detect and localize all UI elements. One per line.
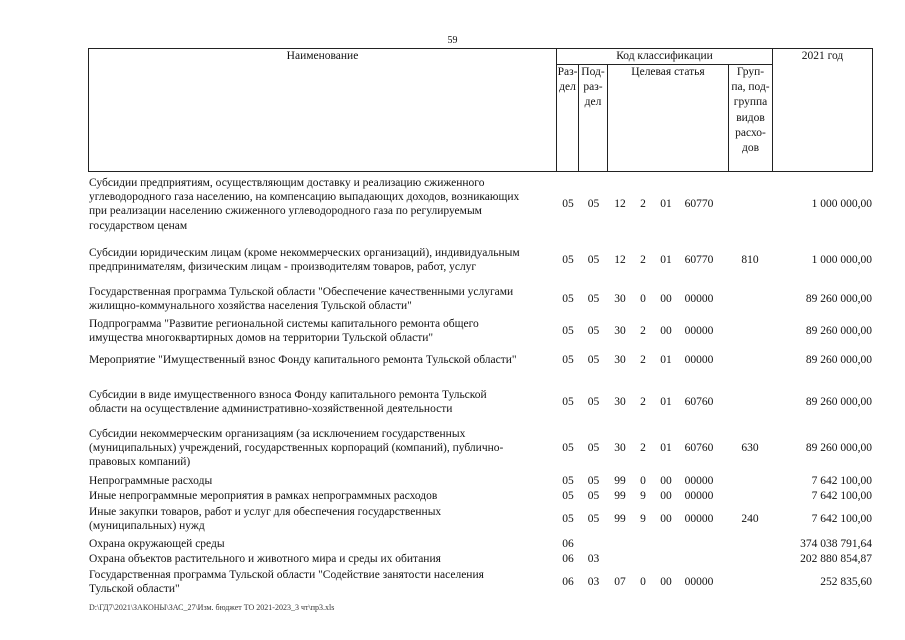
table-row xyxy=(0,246,905,274)
code-razdel: 05 xyxy=(562,475,574,487)
row-name-line: (муниципальных) нужд xyxy=(89,520,205,533)
code-razdel: 05 xyxy=(562,354,574,366)
row-name-line: Государственная программа Тульской области "Обеспечение качественными услугами xyxy=(89,286,514,298)
row-name-line: Непрограммные расходы xyxy=(89,475,213,487)
code-target-direction: 00000 xyxy=(684,490,714,502)
code-target-program: 12 xyxy=(614,198,626,210)
row-amount: 7 642 100,00 xyxy=(811,490,872,502)
code-podrazdel: 05 xyxy=(587,396,600,408)
code-target-subprogram: 0 xyxy=(640,475,646,487)
code-target-subprogram: 2 xyxy=(640,396,646,408)
code-podrazdel: 05 xyxy=(587,254,600,266)
header-name: Наименование xyxy=(286,50,359,62)
code-target-subprogram: 9 xyxy=(640,490,646,502)
row-name-line: Иные непрограммные мероприятия в рамках непрограммных расходов xyxy=(89,490,438,502)
row-amount: 89 260 000,00 xyxy=(805,325,872,337)
row-name xyxy=(89,388,559,416)
row-name xyxy=(89,474,559,488)
table-row xyxy=(0,353,905,367)
code-razdel: 05 xyxy=(562,396,574,408)
code-podrazdel: 05 xyxy=(587,442,600,454)
code-razdel: 05 xyxy=(562,513,574,525)
code-target-subprogram: 0 xyxy=(640,576,646,588)
table-row xyxy=(0,568,905,596)
code-target-event: 01 xyxy=(660,442,672,454)
row-name xyxy=(89,568,559,596)
row-name-line: правовых компаний) xyxy=(89,456,191,469)
row-amount: 1 000 000,00 xyxy=(811,254,872,266)
row-name-line: углеводородного газа населению, на компенсацию выпадающих доходов, возникающих xyxy=(89,191,520,204)
code-target-event: 01 xyxy=(660,354,672,366)
code-target-event: 00 xyxy=(660,475,672,487)
code-target-direction: 00000 xyxy=(684,354,714,366)
code-expense-type: 810 xyxy=(741,254,759,266)
row-name-line: Тульской области" xyxy=(89,583,180,596)
code-razdel: 05 xyxy=(562,198,574,210)
file-path-footer: D:\ГД7\2021\ЗАКОНЫ\ЗАС_27\Изм. бюджет ТО 2021-2023_3 чт\пр3.xls xyxy=(89,603,335,612)
row-name xyxy=(89,552,559,566)
code-podrazdel: 05 xyxy=(587,513,600,525)
code-target-program: 99 xyxy=(614,513,626,525)
code-target-program: 99 xyxy=(614,490,626,502)
code-podrazdel: 03 xyxy=(587,576,600,588)
code-target-event: 00 xyxy=(660,325,672,337)
row-name-line: Субсидии предприятиям, осуществляющим доставку и реализацию сжиженного xyxy=(89,177,485,189)
table-row xyxy=(0,176,905,232)
code-target-subprogram: 2 xyxy=(640,442,646,454)
code-target-direction: 00000 xyxy=(684,325,714,337)
code-target-event: 00 xyxy=(660,513,672,525)
code-target-subprogram: 2 xyxy=(640,254,646,266)
table-row xyxy=(0,505,905,533)
page-number: 59 xyxy=(447,35,458,46)
row-amount: 89 260 000,00 xyxy=(805,396,872,408)
row-name-line: Мероприятие "Имущественный взнос Фонду капитального ремонта Тульской области" xyxy=(89,354,517,366)
row-name-line: при реализации населению сжиженного углеводородного газа по регулируемым xyxy=(89,205,482,218)
table-row xyxy=(0,427,905,469)
row-amount: 252 835,60 xyxy=(820,576,872,588)
code-target-subprogram: 2 xyxy=(640,354,646,366)
row-amount: 89 260 000,00 xyxy=(805,442,872,454)
code-razdel: 06 xyxy=(562,553,574,565)
code-target-program: 30 xyxy=(614,325,626,337)
row-name-line: Подпрограмма "Развитие региональной системы капитального ремонта общего xyxy=(89,318,479,330)
code-target-program: 30 xyxy=(614,293,626,305)
code-target-event: 01 xyxy=(660,198,672,210)
header-group: Груп- па, под- группа видов расхо- дов xyxy=(731,66,770,155)
row-amount: 202 880 854,87 xyxy=(800,553,872,565)
code-target-subprogram: 9 xyxy=(640,513,646,525)
code-razdel: 06 xyxy=(562,576,574,588)
code-target-program: 99 xyxy=(614,475,626,487)
row-name-line: имущества многоквартирных домов на территории Тульской области" xyxy=(89,332,434,345)
code-target-event: 00 xyxy=(660,490,672,502)
code-target-direction: 60760 xyxy=(684,442,714,454)
table-row xyxy=(0,537,905,551)
code-target-subprogram: 0 xyxy=(640,293,646,305)
row-name-line: области на осуществление административно-хозяйственной деятельности xyxy=(89,403,453,416)
header-razdel: Раз- дел xyxy=(557,66,578,94)
code-target-program: 30 xyxy=(614,354,626,366)
row-name xyxy=(89,505,559,533)
table-row xyxy=(0,317,905,345)
code-target-subprogram: 2 xyxy=(640,198,646,210)
code-expense-type: 630 xyxy=(741,442,759,454)
code-razdel: 05 xyxy=(562,325,574,337)
code-razdel: 06 xyxy=(562,538,574,550)
row-name-line: Субсидии некоммерческим организациям (за исключением государственных xyxy=(89,428,466,440)
row-name xyxy=(89,246,559,274)
code-razdel: 05 xyxy=(562,442,574,454)
code-target-program: 30 xyxy=(614,442,626,454)
row-amount: 1 000 000,00 xyxy=(811,198,872,210)
code-target-event: 01 xyxy=(660,254,672,266)
row-name-line: Субсидии юридическим лицам (кроме некоммерческих организаций), индивидуальным xyxy=(89,247,520,259)
code-target-program: 07 xyxy=(614,576,626,588)
code-target-event: 00 xyxy=(660,576,672,588)
row-name-line: Охрана объектов растительного и животного мира и среды их обитания xyxy=(89,553,441,565)
code-podrazdel: 05 xyxy=(587,354,600,366)
row-name-line: Государственная программа Тульской области "Содействие занятости населения xyxy=(89,569,484,581)
row-amount: 374 038 791,64 xyxy=(800,538,872,550)
row-name-line: Иные закупки товаров, работ и услуг для обеспечения государственных xyxy=(89,506,442,518)
row-name-line: государством ценам xyxy=(89,219,188,232)
header-podrazdel: Под- раз- дел xyxy=(581,66,605,109)
code-target-direction: 00000 xyxy=(684,475,714,487)
code-podrazdel: 05 xyxy=(587,198,600,210)
code-razdel: 05 xyxy=(562,293,574,305)
header-classification: Код классификации xyxy=(616,50,713,62)
code-target-subprogram: 2 xyxy=(640,325,646,337)
table-row xyxy=(0,285,905,313)
row-name xyxy=(89,176,559,233)
code-expense-type: 240 xyxy=(741,513,759,525)
table-row xyxy=(0,489,905,503)
row-name xyxy=(89,353,559,367)
code-razdel: 05 xyxy=(562,490,574,502)
row-name-line: предпринимателям, физическим лицам - производителям товаров, работ, услуг xyxy=(89,261,477,274)
code-target-direction: 60770 xyxy=(684,254,714,266)
row-name-line: Охрана окружающей среды xyxy=(89,538,225,550)
row-name xyxy=(89,537,559,551)
code-podrazdel: 05 xyxy=(587,475,600,487)
code-target-event: 00 xyxy=(660,293,672,305)
table-row xyxy=(0,388,905,416)
code-target-direction: 00000 xyxy=(684,513,714,525)
header-year-cell xyxy=(772,48,873,172)
code-razdel: 05 xyxy=(562,254,574,266)
code-target-direction: 00000 xyxy=(684,576,714,588)
header-year: 2021 год xyxy=(801,50,844,62)
code-target-direction: 60760 xyxy=(684,396,714,408)
row-name-line: (муниципальных) учреждений, государственных корпораций (компаний), публично- xyxy=(89,442,504,455)
code-target-program: 12 xyxy=(614,254,626,266)
code-target-event: 01 xyxy=(660,396,672,408)
row-name xyxy=(89,427,559,470)
row-amount: 7 642 100,00 xyxy=(811,475,872,487)
row-name xyxy=(89,489,559,503)
code-podrazdel: 03 xyxy=(587,553,600,565)
row-name-line: жилищно-коммунального хозяйства населения Тульской области" xyxy=(89,300,412,313)
row-amount: 89 260 000,00 xyxy=(805,354,872,366)
code-target-direction: 60770 xyxy=(684,198,714,210)
table-row xyxy=(0,474,905,488)
row-name xyxy=(89,317,559,345)
row-name-line: Субсидии в виде имущественного взноса Фонду капитального ремонта Тульской xyxy=(89,389,487,401)
code-podrazdel: 05 xyxy=(587,490,600,502)
code-target-program: 30 xyxy=(614,396,626,408)
header-target: Целевая статья xyxy=(631,66,705,78)
row-amount: 89 260 000,00 xyxy=(805,293,872,305)
code-target-direction: 00000 xyxy=(684,293,714,305)
row-name xyxy=(89,285,559,313)
code-podrazdel: 05 xyxy=(587,325,600,337)
table-row xyxy=(0,552,905,566)
code-podrazdel: 05 xyxy=(587,293,600,305)
header-name-cell xyxy=(88,48,557,172)
row-amount: 7 642 100,00 xyxy=(811,513,872,525)
